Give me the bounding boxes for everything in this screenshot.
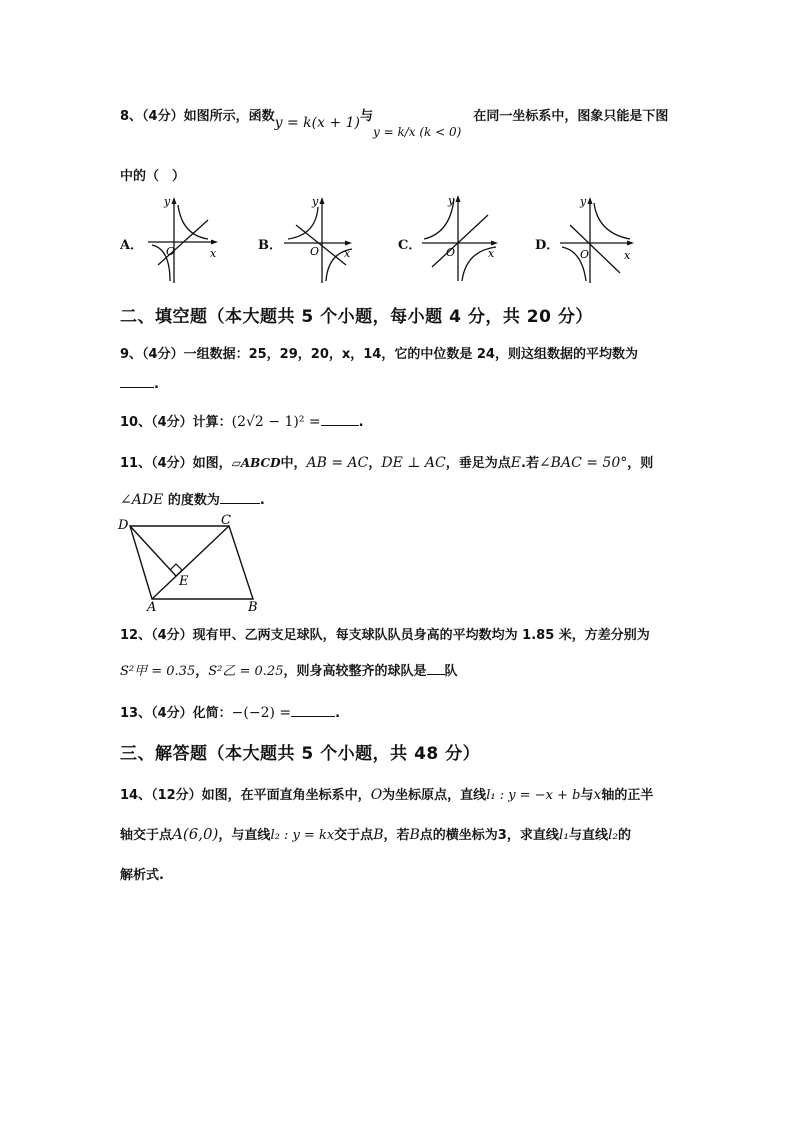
q8-c-y-label: y <box>448 194 455 207</box>
q14-b2: ，与直线 <box>218 828 271 843</box>
q14-l2-equation: l₂ : y = kx <box>270 828 335 843</box>
q11-line1 <box>120 452 653 471</box>
q8-option-b-graph <box>282 195 354 285</box>
q8-option-d-graph <box>560 195 636 285</box>
q11-line2-end: . <box>259 493 265 508</box>
q8-option-a-label: A． <box>120 238 144 253</box>
q14-l1: l₁ <box>558 827 569 843</box>
q13-prefix: 13、（4分）化简： <box>120 706 232 721</box>
q11-label-c: C <box>221 513 231 528</box>
q14-l2: l₂ <box>607 827 619 843</box>
q8-suffix: 在同一坐标系中，图象只能是下图 <box>473 109 669 124</box>
q8-d-y-label: y <box>580 195 587 208</box>
q12-variance-jia: S²甲 = 0.35 <box>120 664 196 679</box>
q13-expr: −(−2) = <box>231 705 292 721</box>
q10-prefix: 10、（4分）计算： <box>120 415 232 430</box>
q8-b-y-label: y <box>312 195 319 208</box>
q14-b1: 轴交于点 <box>120 828 173 843</box>
q8-a-x-label: x <box>210 247 217 260</box>
q12-answer-blank[interactable] <box>427 662 445 675</box>
q8-c-x-label: x <box>488 247 495 260</box>
q8-option-a-graph <box>148 195 220 285</box>
q8-a-y-label: y <box>164 195 171 208</box>
q12-sep: ， <box>195 664 209 679</box>
q11-parallelogram-figure <box>115 512 275 614</box>
q11-cond2: DE ⊥ AC <box>381 455 446 471</box>
q14-b4: ，若 <box>383 828 410 843</box>
q14-point-b: B <box>373 827 384 843</box>
q14-o: O <box>370 787 383 803</box>
q8-b-x-label: x <box>344 247 351 260</box>
q10-answer-blank[interactable] <box>321 413 359 426</box>
q14-a2: 为坐标原点，直线 <box>382 788 487 803</box>
q11-label-e: E <box>179 574 189 589</box>
section3-title: 三、解答题（本大题共 5 个小题，共 48 分） <box>120 744 481 764</box>
q11-label-b: B <box>248 600 258 614</box>
q8-eq1: y = k(x + 1) <box>274 115 360 131</box>
q14-x: x <box>593 787 602 803</box>
q13-answer-blank[interactable] <box>291 704 335 717</box>
q11-mid: ，垂足为点 <box>445 456 511 471</box>
q11-angle: ∠ADE <box>120 492 164 508</box>
q8-mid: 与 <box>359 109 373 124</box>
q8-b-o-label: O <box>310 245 320 258</box>
q11-line2 <box>120 489 265 508</box>
q12-line2 <box>120 660 458 679</box>
q14-b5: 点的横坐标为3，求直线 <box>419 828 559 843</box>
q14-line3: 解析式. <box>120 868 164 883</box>
q14-a3: 与 <box>580 788 594 803</box>
q14-b3: 交于点 <box>334 828 374 843</box>
q11-line2-text: 的度数为 <box>167 493 220 508</box>
q12-line2-text: ，则身高较整齐的球队是 <box>283 664 427 679</box>
q14-a1: 14、（12分）如图，在平面直角坐标系中， <box>120 788 371 803</box>
q8-option-c-label: C． <box>398 238 422 253</box>
q12-line1: 12、（4分）现有甲、乙两支足球队，每支球队队员身高的平均数均为 1.85 米，方差分别为 <box>120 628 650 643</box>
q11-prefix: 11、（4分）如图， <box>120 456 232 471</box>
q10-suffix: . <box>358 415 364 430</box>
q11-label-d: D <box>118 518 129 533</box>
q9-line2 <box>120 375 159 392</box>
q14-b7: 的 <box>618 828 632 843</box>
q8-prefix: 8、（4分）如图所示，函数 <box>120 109 275 124</box>
q14-point-a: A(6,0) <box>172 825 219 843</box>
q14-point-b2: B <box>409 827 420 843</box>
q8-d-x-label: x <box>624 249 631 262</box>
q11-zhong: 中， <box>280 456 307 471</box>
q8-d-o-label: O <box>580 248 590 261</box>
q14-line1 <box>120 784 653 803</box>
q10-expr: (2√2 − 1)² = <box>231 414 321 430</box>
q8-line2: 中的（ ） <box>120 169 186 184</box>
q9-line1: 9、（4分）一组数据：25，29，20，x，14，它的中位数是 24，则这组数据的平均数为 <box>120 347 638 362</box>
q8-line1 <box>120 105 669 139</box>
q9-end: . <box>154 377 159 392</box>
q8-eq2: y = k/x (k < 0) <box>373 125 462 139</box>
q13-line <box>120 702 340 721</box>
q8-a-o-label: O <box>166 245 176 258</box>
q11-label-a: A <box>147 600 157 614</box>
q14-b6: 与直线 <box>568 828 608 843</box>
q8-option-d-label: D． <box>535 238 560 253</box>
q11-ruo: .若 <box>521 456 539 471</box>
q12-line2-end: 队 <box>444 664 458 679</box>
q10-line <box>120 411 364 430</box>
q8-option-c-graph <box>422 193 502 285</box>
q11-point-e: E <box>510 455 521 471</box>
q13-suffix: . <box>335 706 341 721</box>
q9-answer-blank[interactable] <box>120 375 154 388</box>
section2-title: 二、填空题（本大题共 5 个小题，每小题 4 分，共 20 分） <box>120 307 593 327</box>
q11-end: ，则 <box>627 456 654 471</box>
q11-cond3: ∠BAC = 50° <box>538 455 628 471</box>
q11-pgram: ▱ABCD <box>231 456 281 470</box>
q14-line2 <box>120 824 631 843</box>
q14-l1-equation: l₁ : y = −x + b <box>486 788 581 803</box>
q8-c-o-label: O <box>446 246 456 259</box>
q12-variance-yi: S²乙 = 0.25 <box>208 664 284 679</box>
q11-sep: ， <box>368 456 382 471</box>
q14-a4: 轴的正半 <box>601 788 654 803</box>
q8-option-b-label: B． <box>258 238 282 253</box>
q11-cond1: AB = AC <box>306 455 369 471</box>
q11-answer-blank[interactable] <box>220 491 260 504</box>
